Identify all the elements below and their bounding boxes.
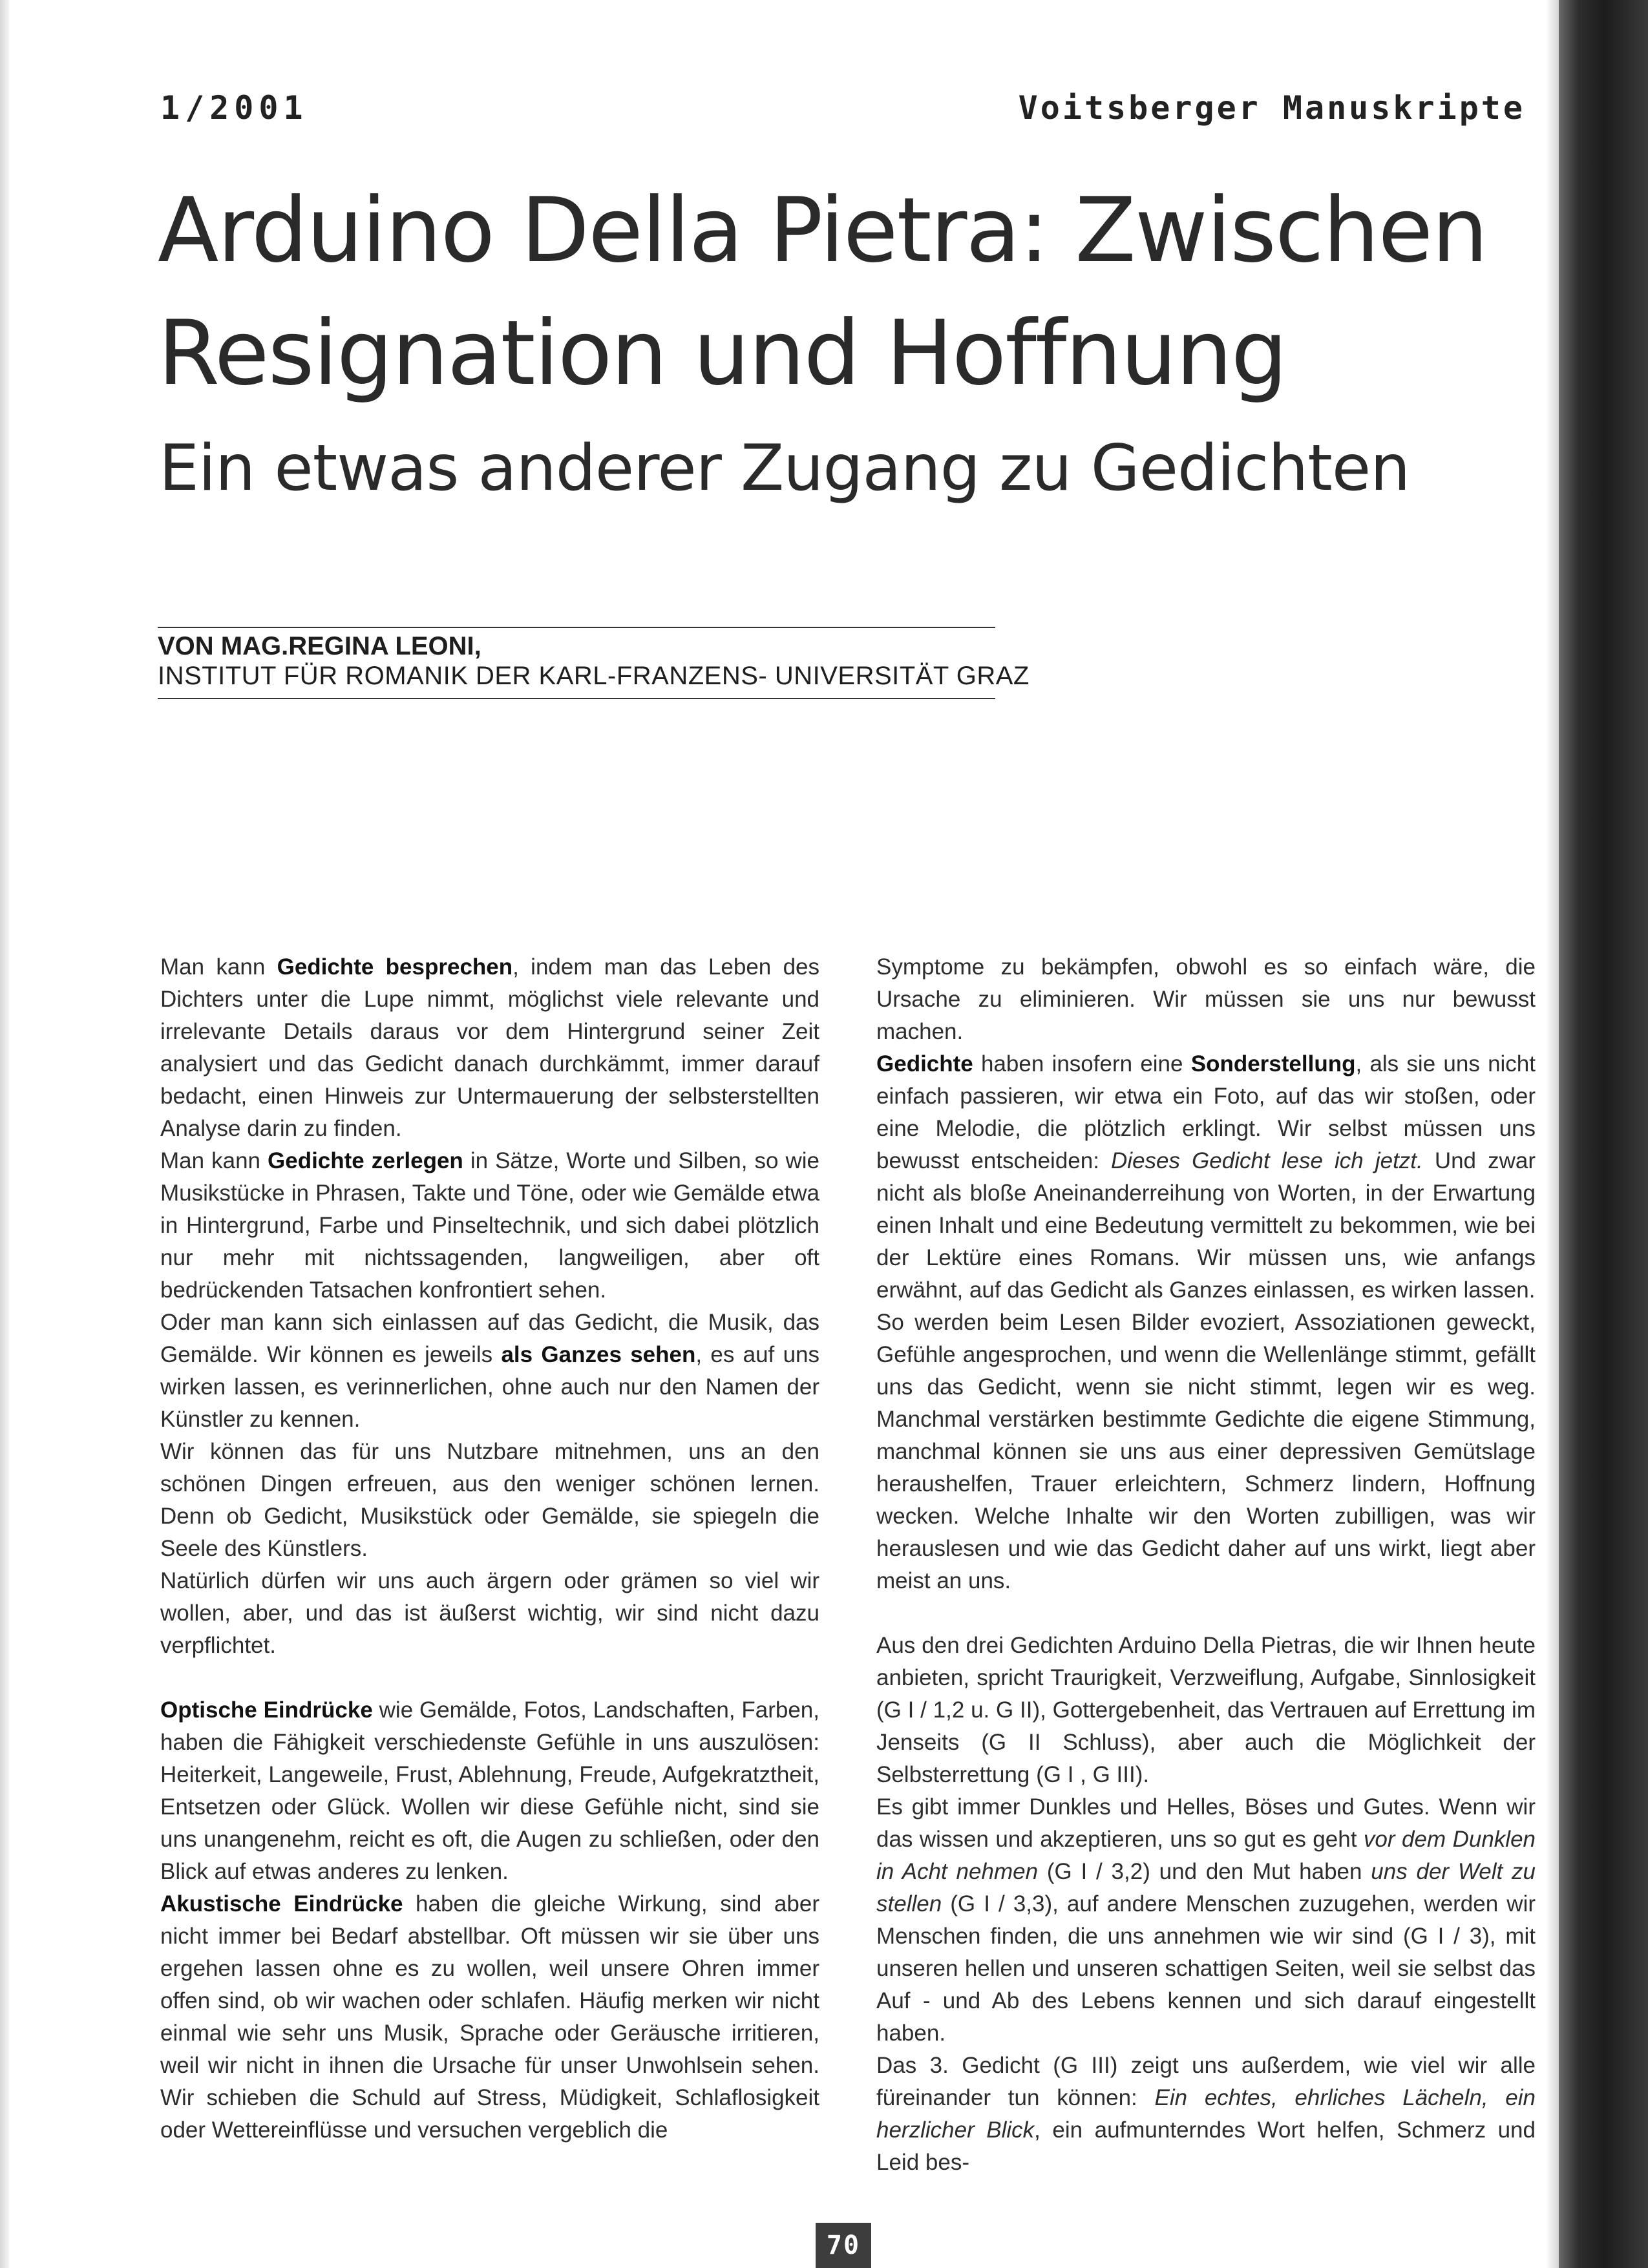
title-line-1: Arduino Della Pietra: Zwischen [158, 178, 1487, 282]
paragraph: Oder man kann sich einlassen auf das Gedicht, die Musik, das Gemälde. Wir können es jeweils als Ganzes sehen, es auf uns wirken lassen, es verinnerlichen, ohne auch nur den Namen der Künstler zu kennen. [160, 1310, 819, 1432]
quote: vor dem Dunklen in Acht nehmen [876, 1827, 1536, 1884]
page-number: 70 [816, 2223, 871, 2268]
paragraph: Symptome zu bekämpfen, obwohl es so einfach wäre, die Ursache zu eliminieren. Wir müssen sie uns nur bewusst machen. [876, 954, 1536, 1044]
quote: Ein echtes, ehrliches Lächeln, ein herzlicher Blick [876, 2085, 1536, 2143]
paragraph: So werden beim Lesen Bilder evoziert, Assoziationen geweckt, Gefühle angesprochen, und wenn die Wellenlänge stimmt, gefällt uns das Gedicht, wenn sie nicht stimmt, legen wir es weg. Manchmal verstärken bestimmte Gedichte die eigene Stimmung, manchmal können sie uns aus einer depressiven Gemütslage heraushelfen, Trauer erleichtern, Schmerz lindern, Hoffnung wecken. Welche Inhalte wir den Worten zubilligen, was wir herauslesen und wie das Gedicht daher auf uns wirkt, liegt aber meist an uns. [876, 1310, 1536, 1593]
paragraph: Man kann Gedichte besprechen, indem man das Leben des Dichters unter die Lupe nimmt, möglichst viele relevante und irrelevante Details daraus vor dem Hintergrund seiner Zeit analysiert und das Gedicht danach durchkämmt, immer darauf bedacht, einen Hinweis zur Untermauerung der selbsterstellten Analyse darin zu finden. [160, 954, 819, 1141]
byline-rule-bottom [158, 698, 995, 699]
emphasis: Gedichte [876, 1051, 973, 1076]
paragraph: Es gibt immer Dunkles und Helles, Böses und Gutes. Wenn wir das wissen und akzeptieren, uns so gut es geht vor dem Dunklen in Acht nehmen (G I / 3,2) und den Mut haben uns der Welt zu stellen (G I / 3,3), auf andere Menschen zuzugehen, werden wir Menschen finden, die uns annehmen wie wir sind (G I / 3), mit unseren hellen und unseren schattigen Seiten, weil sie selbst das Auf - und Ab des Lebens kennen und sich darauf eingestellt haben. [876, 1794, 1536, 2046]
emphasis: als Ganzes sehen [501, 1342, 696, 1367]
page-fold-highlight [1546, 0, 1560, 2268]
issue-number: 1/2001 [160, 89, 308, 127]
emphasis: Optische Eindrücke [160, 1697, 373, 1723]
emphasis: Akustische Eindrücke [160, 1891, 403, 1916]
author-line: VON MAG.REGINA LEONI, [158, 632, 481, 660]
text-column-right [876, 951, 1536, 2179]
emphasis: Sonderstellung [1190, 1051, 1356, 1076]
paragraph: Aus den drei Gedichten Arduino Della Pietras, die wir Ihnen heute anbieten, spricht Traurigkeit, Verzweiflung, Aufgabe, Sinnlosigkeit (G I / 1,2 u. G II), Gottergebenheit, das Vertrauen auf Errettung im Jenseits (G II Schluss), aber auch die Möglichkeit der Selbsterrettung (G I , G III). [876, 1633, 1536, 1787]
paragraph: Optische Eindrücke wie Gemälde, Fotos, Landschaften, Farben, haben die Fähigkeit verschiedenste Gefühle in uns auszulösen: Heiterkeit, Langeweile, Frust, Ablehnung, Freude, Aufgekratztheit, Entsetzen oder Glück. Wollen wir diese Gefühle nicht, sind sie uns unangenehm, reicht es oft, die Augen zu schließen, oder den Blick auf etwas anderes zu lenken. [160, 1697, 819, 1884]
emphasis: Gedichte zerlegen [268, 1148, 463, 1173]
scan-left-edge [0, 0, 9, 2268]
quote: Dieses Gedicht lese ich jetzt. [1111, 1148, 1423, 1173]
emphasis: Gedichte besprechen [277, 954, 513, 980]
title-line-2: Resignation und Hoffnung [158, 301, 1287, 405]
series-title: Voitsberger Manuskripte [1018, 89, 1525, 127]
paragraph: Das 3. Gedicht (G III) zeigt uns außerdem, wie viel wir alle füreinander tun können: Ein echtes, ehrliches Lächeln, ein herzlicher Blick, ein aufmunterndes Wort helfen, Schmerz und Leid bes- [876, 2053, 1536, 2175]
text-column-left [160, 951, 819, 2147]
book-spine-shadow [1559, 0, 1648, 2268]
paragraph: Wir können das für uns Nutzbare mitnehmen, uns an den schönen Dingen erfreuen, aus den weniger schönen lernen. Denn ob Gedicht, Musikstück oder Gemälde, sie spiegeln die Seele des Künstlers. [160, 1439, 819, 1561]
byline-rule-top [158, 627, 995, 628]
paragraph: Natürlich dürfen wir uns auch ärgern oder grämen so viel wir wollen, aber, und das ist äußerst wichtig, wir sind nicht dazu verpflichtet. [160, 1568, 819, 1658]
quote: uns der Welt zu stellen [876, 1859, 1536, 1916]
affiliation-line: INSTITUT FÜR ROMANIK DER KARL-FRANZENS- UNIVERSITÄT GRAZ [158, 662, 1030, 690]
paragraph: Gedichte haben insofern eine Sonderstellung, als sie uns nicht einfach passieren, wir etwa ein Foto, auf das wir stoßen, oder eine Melodie, die plötzlich erklingt. Wir selbst müssen uns bewusst entscheiden: Dieses Gedicht lese ich jetzt. Und zwar nicht als bloße Aneinanderreihung von Worten, in der Erwartung einen Inhalt und eine Bedeutung vermittelt zu bekommen, wie bei der Lektüre eines Romans. Wir müssen uns, wie anfangs erwähnt, auf das Gedicht als Ganzes einlassen, es wirken lassen. [876, 1051, 1536, 1303]
article-title [158, 169, 1515, 415]
paragraph: Man kann Gedichte zerlegen in Sätze, Worte und Silben, so wie Musikstücke in Phrasen, Takte und Töne, oder wie Gemälde etwa in Hintergrund, Farbe und Pinseltechnik, und sich dabei plötzlich nur mehr mit nichtssagenden, langweiligen, aber oft bedrückenden Tatsachen konfrontiert sehen. [160, 1148, 819, 1303]
article-subtitle: Ein etwas anderer Zugang zu Gedichten [159, 432, 1410, 505]
paragraph: Akustische Eindrücke haben die gleiche Wirkung, sind aber nicht immer bei Bedarf abstellbar. Oft müssen wir sie über uns ergehen lassen ohne es zu wollen, weil unsere Ohren immer offen sind, ob wir wachen oder schlafen. Häufig merken wir nicht einmal wie sehr uns Musik, Sprache oder Geräusche irritieren, weil wir nicht in ihnen die Ursache für unser Unwohlsein sehen. Wir schieben die Schuld auf Stress, Müdigkeit, Schlaflosigkeit oder Wettereinflüsse und versuchen vergeblich die [160, 1891, 819, 2143]
